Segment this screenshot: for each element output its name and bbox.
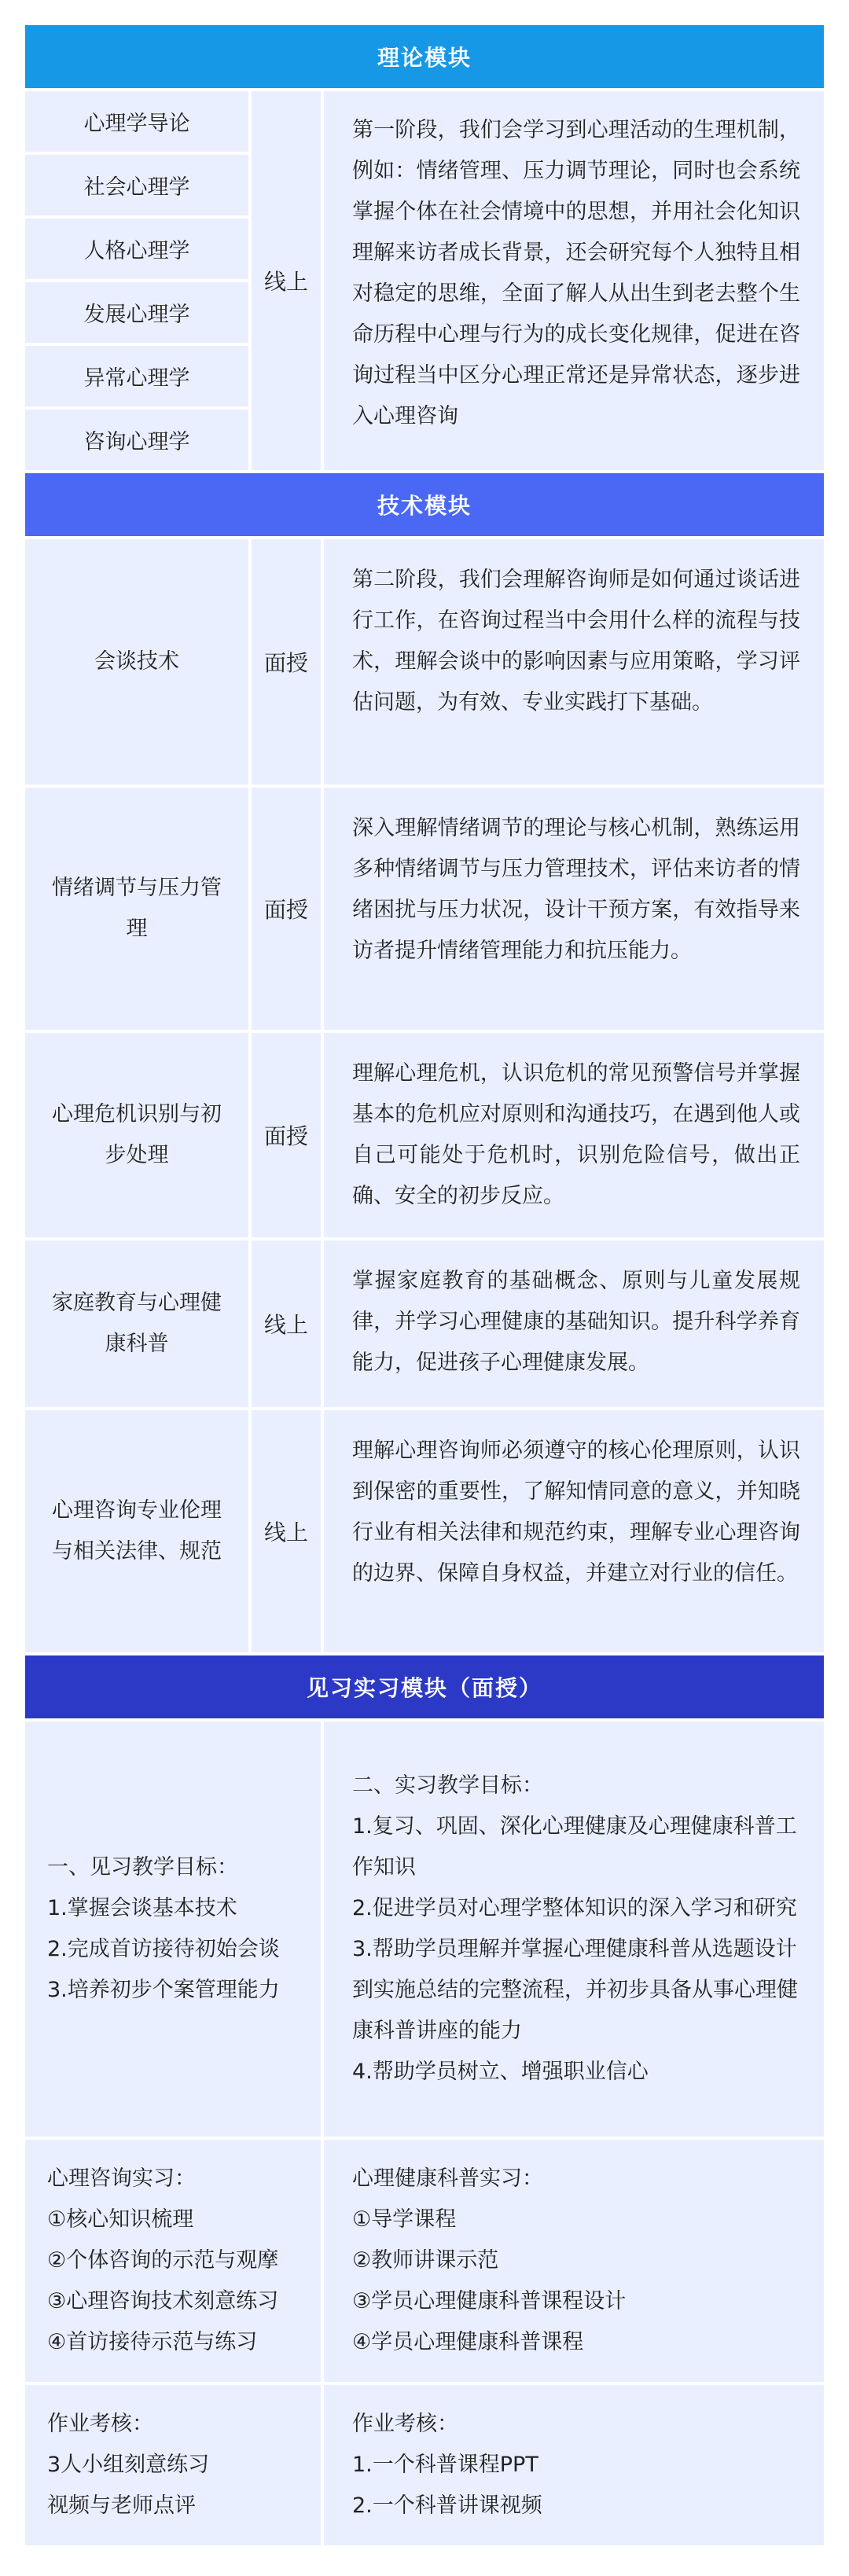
practice-goals-row [25,1722,824,2140]
practice-homework-row [25,2385,824,2548]
tech-course-description: 理解心理咨询师必须遵守的核心伦理原则，认识到保密的重要性，了解知情同意的意义，并知晓行业有相关法律和规范约束，理解专业心理咨询的边界、保障自身权益，并建立对行业的信任。 [352,1439,800,1586]
tech-course-mode: 面授 [252,1033,324,1237]
tech-row [25,1033,824,1240]
course-item: 异常心理学 [25,346,248,410]
homework-left [25,2385,324,2545]
goal-line: 1.掌握会谈基本技术 [47,1896,237,1920]
goal-line: 二、实习教学目标： [352,1773,543,1798]
homework-line: 2.一个科普讲课视频 [352,2493,542,2518]
tech-course-name: 心理咨询专业伦理与相关法律、规范 [25,1410,252,1652]
homework-line: 视频与老师点评 [47,2493,196,2518]
curriculum-table [25,25,824,2548]
tech-course-name: 心理危机识别与初步处理 [25,1033,252,1237]
intern-line: ①核心知识梳理 [47,2207,194,2232]
practicum-goals [324,1722,824,2137]
theory-course-list [25,91,252,470]
theory-row [25,91,824,473]
goal-line: 一、见习教学目标： [47,1855,238,1880]
course-item: 咨询心理学 [83,430,190,454]
intern-line: 心理健康科普实习： [352,2166,543,2191]
science-internship [324,2140,824,2382]
tech-course-mode: 面授 [252,788,324,1030]
tech-course-description: 第二阶段，我们会理解咨询师是如何通过谈话进行工作，在咨询过程当中会用什么样的流程与技术，理解会谈中的影响因素与应用策略，学习评估问题，为有效、专业实践打下基础。 [352,568,800,715]
goal-line: 4.帮助学员树立、增强职业信心 [352,2060,649,2084]
tech-course-description: 掌握家庭教育的基础概念、原则与儿童发展规律，并学习心理健康的基础知识。提升科学养育能力，促进孩子心理健康发展。 [352,1269,800,1375]
tech-course-name: 家庭教育与心理健康科普 [25,1240,252,1407]
goal-line: 1.复习、巩固、深化心理健康及心理健康科普工作知识 [352,1814,797,1880]
theory-module-header: 理论模块 [25,25,824,91]
theory-description: 第一阶段，我们会学习到心理活动的生理机制，例如：情绪管理、压力调节理论，同时也会系统掌握个体在社会情境中的思想，并用社会化知识理解来访者成长背景，还会研究每个人独特且相对稳定的思维，全面了解人从出生到老去整个生命历程中心理与行为的成长变化规律，促进在咨询过程当中区分心理正常还是异常状态，逐步进入心理咨询 [352,118,800,428]
tech-row [25,1410,824,1655]
counseling-internship [25,2140,324,2382]
goal-line: 3.帮助学员理解并掌握心理健康科普从选题设计到实施总结的完整流程，并初步具备从事心理健康科普讲座的能力 [352,1937,798,2043]
intern-line: 心理咨询实习： [47,2166,196,2191]
intern-line: ③心理咨询技术刻意练习 [47,2289,279,2313]
intern-line: ①导学课程 [352,2207,457,2232]
goal-line: 2.完成首访接待初始会谈 [47,1937,280,1961]
goal-line: 3.培养初步个案管理能力 [47,1978,280,2002]
tech-module-header: 技术模块 [25,473,824,539]
course-item: 社会心理学 [25,155,248,219]
tech-course-description: 深入理解情绪调节的理论与核心机制，熟练运用多种情绪调节与压力管理技术，评估来访者的情绪困扰与压力状况，设计干预方案，有效指导来访者提升情绪管理能力和抗压能力。 [352,816,800,963]
goal-line: 2.促进学员对心理学整体知识的深入学习和研究 [352,1896,797,1920]
tech-row [25,788,824,1033]
tech-course-description: 理解心理危机，认识危机的常见预警信号并掌握基本的危机应对原则和沟通技巧，在遇到他人或自己可能处于危机时，识别危险信号，做出正确、安全的初步反应。 [352,1061,800,1208]
tech-course-mode: 面授 [252,539,324,785]
homework-right [324,2385,824,2545]
homework-line: 作业考核： [47,2412,153,2436]
course-item: 心理学导论 [25,91,248,155]
tech-course-mode: 线上 [252,1240,324,1407]
intern-line: ③学员心理健康科普课程设计 [352,2289,627,2313]
tech-row [25,539,824,788]
course-item: 发展心理学 [25,282,248,346]
practice-intern-row [25,2140,824,2385]
intern-line: ②教师讲课示范 [352,2248,499,2273]
homework-line: 1.一个科普课程PPT [352,2453,538,2477]
intern-line: ④首访接待示范与练习 [47,2330,258,2354]
intern-line: ④学员心理健康科普课程 [352,2330,584,2354]
internship-goals [25,1722,324,2137]
homework-line: 3人小组刻意练习 [47,2453,210,2477]
tech-course-name: 情绪调节与压力管理 [25,788,252,1030]
tech-row [25,1240,824,1410]
tech-course-mode: 线上 [252,1410,324,1652]
homework-line: 作业考核： [352,2412,458,2436]
intern-line: ②个体咨询的示范与观摩 [47,2248,279,2273]
practice-module-header: 见习实习模块（面授） [25,1655,824,1722]
tech-course-name: 会谈技术 [25,539,252,785]
course-item: 人格心理学 [25,219,248,282]
theory-mode: 线上 [252,91,324,470]
